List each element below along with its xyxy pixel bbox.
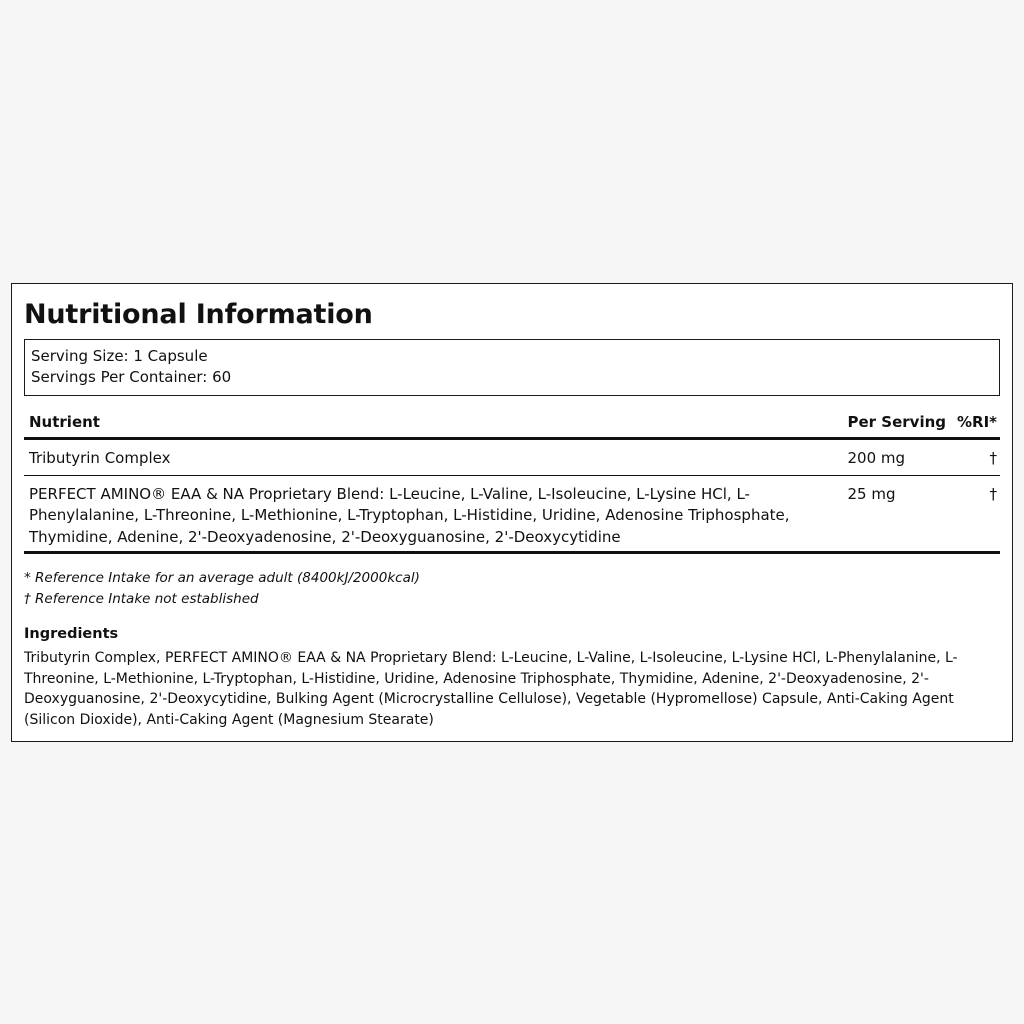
footnote-reference-intake: * Reference Intake for an average adult (8400kJ/2000kcal) bbox=[24, 570, 420, 586]
servings-per-container: Servings Per Container: 60 bbox=[31, 368, 232, 386]
header-ri: %RI* bbox=[950, 408, 1000, 439]
ingredients-heading: Ingredients bbox=[24, 626, 119, 642]
table-header-row bbox=[24, 408, 1000, 439]
serving-info-box bbox=[24, 339, 1000, 396]
header-per-serving: Per Serving bbox=[843, 408, 951, 439]
nutrient-table bbox=[24, 408, 1000, 554]
footnote-not-established: † Reference Intake not established bbox=[24, 590, 259, 607]
table-row bbox=[24, 475, 1000, 553]
nutrient-amount: 200 mg bbox=[843, 439, 951, 476]
nutrient-ri: † bbox=[950, 475, 1000, 553]
nutrition-panel bbox=[11, 283, 1013, 742]
nutrient-name: Tributyrin Complex bbox=[24, 439, 843, 476]
footnotes bbox=[24, 568, 1000, 609]
serving-size: Serving Size: 1 Capsule bbox=[31, 347, 208, 365]
nutrient-name: PERFECT AMINO® EAA & NA Proprietary Blend: L-Leucine, L-Valine, L-Isoleucine, L-Lysine HCl, L-Phenylalanine, L-Threonine, L-Methionine, L-Tryptophan, L-Histidine, Uridine, Adenosine Triphosphate, Thymidine, Adenine, 2'-Deoxyadenosine, 2'-Deoxyguanosine, 2'-Deoxycytidine bbox=[24, 475, 843, 553]
header-nutrient: Nutrient bbox=[24, 408, 843, 439]
nutrient-amount: 25 mg bbox=[843, 475, 951, 553]
panel-title: Nutritional Information bbox=[24, 299, 373, 330]
table-row bbox=[24, 439, 1000, 476]
nutrient-ri: † bbox=[950, 439, 1000, 476]
ingredients-list: Tributyrin Complex, PERFECT AMINO® EAA & NA Proprietary Blend: L-Leucine, L-Valine, L-Isoleucine, L-Lysine HCl, L-Phenylalanine, L-Threonine, L-Methionine, L-Tryptophan, L-Histidine, Uridine, Adenosine Triphosphate, Thymidine, Adenine, 2'-Deoxyadenosine, 2'-Deoxyguanosine, 2'-Deoxycytidine, Bulking Agent (Microcrystalline Cellulose), Vegetable (Hypromellose) Capsule, Anti-Caking Agent (Silicon Dioxide), Anti-Caking Agent (Magnesium Stearate) bbox=[24, 650, 958, 728]
